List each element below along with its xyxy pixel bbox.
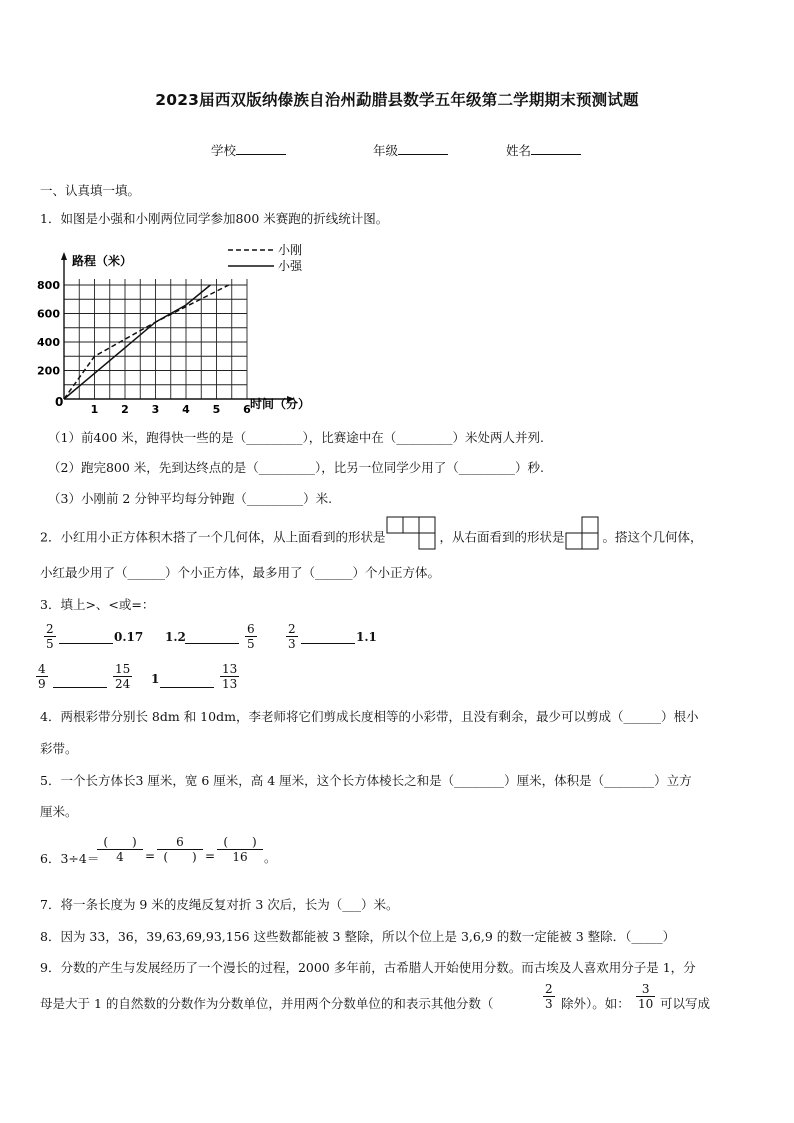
fraction-blank-16[interactable]: ( ) 16 — [217, 835, 263, 864]
q2-text-c: 。搭这个几何体， — [602, 529, 703, 545]
compare-blank[interactable] — [185, 643, 239, 644]
x-tick-label: 1 — [90, 403, 99, 416]
compare-blank[interactable] — [160, 687, 214, 688]
name-label: 姓名 — [506, 143, 532, 158]
q7-text: 7．将一条长度为 9 米的皮绳反复对折 3 次后，长为（___）米。 — [40, 897, 399, 912]
grade-field[interactable] — [373, 141, 448, 159]
q9-line2b: 除外）。如： — [561, 996, 630, 1011]
school-label: 学校 — [211, 143, 237, 158]
top-view-figure — [386, 516, 438, 550]
compare-blank[interactable] — [59, 643, 113, 644]
q6-prefix: 6．3÷4＝ — [40, 851, 100, 866]
q4-line2: 彩带。 — [40, 741, 78, 756]
x-tick-labels — [91, 403, 252, 416]
equals-sign: = — [145, 849, 156, 863]
fraction-13-13: $\frac{13}{13}$ — [222, 662, 238, 691]
value-1-1: 1.1 — [356, 630, 377, 644]
page-title: 2023届西双版纳傣族自治州勐腊县数学五年级第二学期期末预测试题 — [155, 91, 639, 109]
value-1: 1 — [151, 672, 160, 686]
x-tick-label: 6 — [243, 403, 251, 416]
q5-line2: 厘米。 — [40, 804, 78, 819]
q1-text: 1．如图是小强和小刚两位同学参加800 米赛跑的折线统计图。 — [40, 211, 389, 226]
compare-blank[interactable] — [53, 687, 107, 688]
q9-line2a: 母是大于 1 的自然数的分数作为分数单位，并用两个分数单位的和表示其他分数（ — [40, 996, 494, 1011]
q1-sub2: （2）跑完800 米，先到达终点的是（_________），比另一位同学少用了（_________）秒. — [48, 460, 545, 475]
right-view-figure — [565, 516, 601, 550]
q2-line2: 小红最少用了（______）个小正方体，最多用了（______）个小正方体。 — [40, 565, 441, 580]
q2-line1 — [40, 526, 703, 550]
equals-sign: = — [205, 849, 216, 863]
q4-line1: 4．两根彩带分别长 8dm 和 10dm，李老师将它们剪成长度相等的小彩带，且没有剩余，最少可以剪成（______）根小 — [40, 709, 699, 724]
x-axis-label: 时间（分） — [250, 397, 311, 411]
chart-legend — [228, 242, 303, 273]
chart-grid — [64, 279, 247, 399]
school-field[interactable] — [211, 141, 286, 159]
x-tick-label: 5 — [212, 403, 221, 416]
fraction-6-blank[interactable]: 6 ( ) — [157, 835, 203, 864]
legend-label: 小刚 — [278, 243, 303, 257]
q5-line1: 5．一个长方体长3 厘米，宽 6 厘米，高 4 厘米，这个长方体棱长之和是（________）厘米，体积是（________）立方 — [40, 773, 692, 788]
name-blank[interactable] — [531, 141, 581, 155]
q2-text-a: 2．小红用小正方体积木搭了一个几何体，从上面看到的形状是 — [40, 529, 386, 545]
y-axis-arrow — [61, 252, 67, 260]
origin-label: 0 — [55, 395, 64, 409]
fraction-2-3: $\frac{2}{3}$ — [545, 982, 553, 1011]
y-tick-labels — [37, 279, 60, 378]
fraction-3-10: $\frac{3}{10}$ — [638, 982, 654, 1011]
q9-line1: 9．分数的产生与发展经历了一个漫长的过程，2000 多年前，古希腊人开始使用分数。而古埃及人喜欢用分子是 1，分 — [40, 960, 696, 975]
y-tick-label: 200 — [37, 364, 60, 378]
x-tick-label: 2 — [121, 403, 129, 416]
fraction-15-24: $\frac{15}{24}$ — [115, 662, 131, 691]
value-1-2: 1.2 — [165, 630, 186, 644]
x-tick-label: 3 — [151, 403, 160, 416]
fraction-blank-4[interactable]: ( ) 4 — [97, 835, 143, 864]
y-axis-label: 路程（米） — [72, 254, 133, 268]
name-field[interactable] — [506, 141, 581, 159]
grade-label: 年级 — [373, 143, 399, 158]
q8-text: 8．因为 33，36，39,63,69,93,156 这些数都能被 3 整除，所以个位上是 3,6,9 的数一定能被 3 整除．（_____） — [40, 929, 676, 944]
value-0-17: 0.17 — [114, 630, 144, 644]
y-tick-label: 600 — [37, 307, 60, 321]
school-blank[interactable] — [236, 141, 286, 155]
line-chart — [28, 236, 328, 416]
q9-line2c: 可以写成 — [660, 996, 711, 1011]
q1-sub3: （3）小刚前 2 分钟平均每分钟跑（_________）米. — [48, 491, 333, 506]
fraction-4-9: $\frac{4}{9}$ — [38, 662, 46, 691]
legend-label: 小强 — [278, 259, 303, 273]
section-heading: 一、认真填一填。 — [40, 183, 141, 198]
chart-axes — [61, 252, 295, 402]
q2-text-b: ，从右面看到的形状是 — [439, 529, 565, 545]
fraction-2-3: $\frac{2}{3}$ — [288, 622, 296, 651]
fraction-6-5: $\frac{6}{5}$ — [247, 622, 255, 651]
compare-blank[interactable] — [301, 643, 355, 644]
y-tick-label: 400 — [37, 336, 60, 349]
fraction-2-5: $\frac{2}{5}$ — [46, 622, 54, 651]
q1-sub1: （1）前400 米，跑得快一些的是（_________），比赛途中在（_________）米处两人并列. — [48, 430, 545, 445]
grade-blank[interactable] — [398, 141, 448, 155]
x-tick-label: 4 — [182, 403, 190, 416]
q6-end: 。 — [264, 851, 277, 865]
y-tick-label: 800 — [37, 279, 60, 292]
q3-text: 3．填上>、<或=： — [40, 597, 155, 612]
